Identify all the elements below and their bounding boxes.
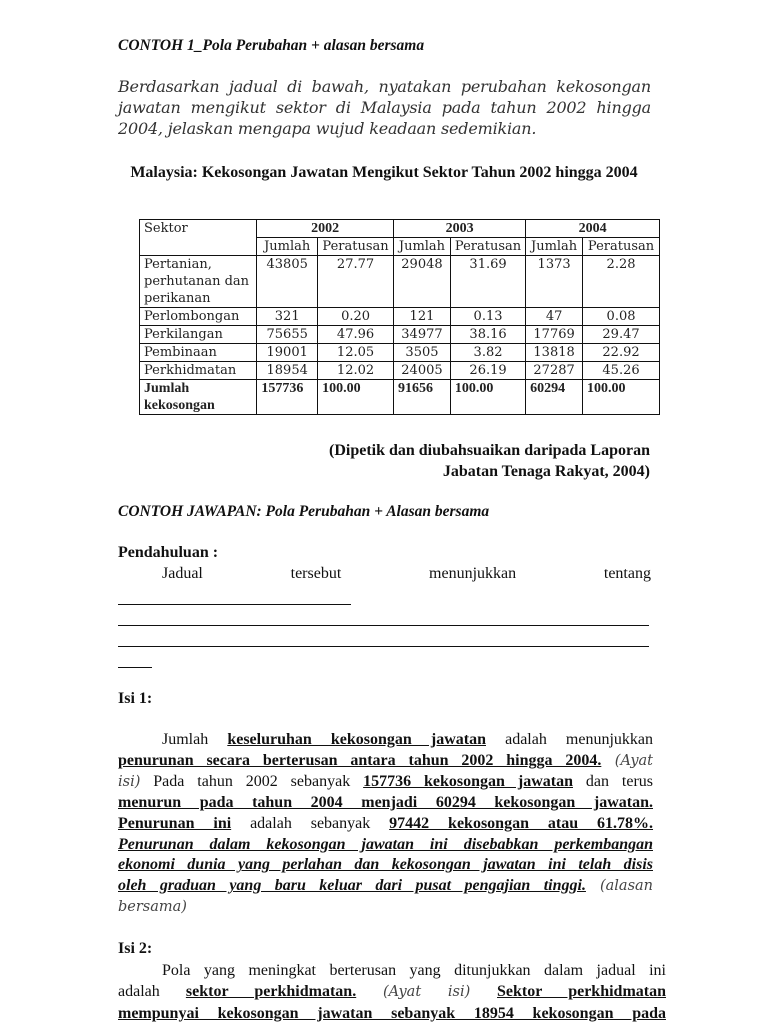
value-cell: 19001: [257, 344, 318, 362]
paragraph-line: [118, 751, 653, 772]
isi1-label: Isi 1:: [118, 690, 153, 707]
value-cell: 121: [394, 308, 451, 326]
sub-header: Peratusan: [583, 238, 660, 256]
table-row: [140, 344, 660, 362]
text-run: Pola yang meningkat berterusan yang ditunjukkan dalam jadual ini: [162, 962, 666, 979]
total-cell: 60294: [526, 380, 583, 415]
value-cell: 1373: [526, 256, 583, 308]
text-run: dan terus: [572, 772, 654, 790]
year-header: 2003: [394, 220, 526, 238]
value-cell: 3.82: [450, 344, 525, 362]
value-cell: 3505: [394, 344, 451, 362]
text-run: oleh graduan yang baru keluar dari pusat pengajian tinggi.: [118, 877, 586, 895]
text-run: adalah: [118, 983, 186, 1000]
value-cell: 12.02: [318, 362, 394, 380]
text-run: adalah menunjukkan: [486, 731, 654, 748]
isi1-paragraph: [118, 730, 653, 918]
table-row: [140, 362, 660, 380]
intro-word: Jadual: [162, 565, 203, 582]
value-cell: 13818: [526, 344, 583, 362]
source-line: (Dipetik dan diubahsuaikan daripada Laporan: [328, 442, 650, 459]
answer-blank-line: [118, 667, 152, 668]
value-cell: 29.47: [583, 326, 660, 344]
text-run: bersama): [118, 899, 187, 916]
question-text: Berdasarkan jadual di bawah, nyatakan perubahan kekosongan jawatan mengikut sektor di Malaysia pada tahun 2002 hingga 2004, jelaskan mengapa wujud keadaan sedemikian.: [118, 77, 651, 138]
table-header-row: [140, 220, 660, 238]
value-cell: 34977: [394, 326, 451, 344]
text-run: sektor perkhidmatan.: [185, 983, 357, 1000]
value-cell: 47.96: [318, 326, 394, 344]
value-cell: 45.26: [583, 362, 660, 380]
value-cell: 321: [257, 308, 318, 326]
intro-word: menunjukkan: [429, 565, 517, 582]
value-cell: 12.05: [318, 344, 394, 362]
text-run: Penurunan dalam kekosongan jawatan ini disebabkan perkembangan: [118, 835, 653, 853]
sector-cell: Perkilangan: [140, 326, 257, 344]
value-cell: 27.77: [318, 256, 394, 308]
answer-blank-line: [118, 604, 351, 605]
table-row: [140, 326, 660, 344]
table-total-row: [140, 380, 660, 415]
answer-blank-line: [118, 646, 649, 647]
table-row: [140, 308, 660, 326]
sub-header: Jumlah: [257, 238, 318, 256]
value-cell: 29048: [394, 256, 451, 308]
text-run: isi): [118, 773, 141, 790]
isi2-paragraph: [118, 960, 666, 1024]
table-row: [140, 256, 660, 308]
intro-word: tersebut: [290, 565, 342, 582]
sub-header: Jumlah: [526, 238, 583, 256]
intro-sentence: [118, 565, 651, 583]
text-run: Jumlah: [162, 731, 228, 748]
sub-header: Jumlah: [394, 238, 451, 256]
example-heading: CONTOH 1_Pola Perubahan + alasan bersama: [118, 37, 425, 54]
value-cell: 22.92: [583, 344, 660, 362]
text-run: 97442 kekosongan atau 61.78%.: [389, 814, 654, 832]
text-run: (alasan: [585, 878, 653, 895]
value-cell: 47: [526, 308, 583, 326]
value-cell: 31.69: [450, 256, 525, 308]
paragraph-line: [118, 730, 653, 751]
answer-heading: CONTOH JAWAPAN: Pola Perubahan + Alasan bersama: [118, 503, 490, 520]
sector-cell: Perlombongan: [140, 308, 257, 326]
text-run: Sektor perkhidmatan: [497, 983, 667, 1000]
value-cell: 0.08: [583, 308, 660, 326]
paragraph-line: [118, 897, 653, 918]
total-cell: 100.00: [583, 380, 660, 415]
value-cell: 0.13: [450, 308, 525, 326]
sector-cell: Perkhidmatan: [140, 362, 257, 380]
text-run: Pada tahun 2002 sebanyak: [140, 772, 364, 790]
text-run: adalah sebanyak: [231, 814, 390, 832]
intro-word: tentang: [603, 565, 651, 582]
text-run: mempunyai kekosongan jawatan sebanyak 18954 kekosongan pada: [118, 1005, 666, 1022]
paragraph-line: [118, 772, 653, 793]
text-run: (Ayat: [601, 752, 653, 769]
value-cell: 38.16: [450, 326, 525, 344]
value-cell: 43805: [257, 256, 318, 308]
total-cell: 100.00: [450, 380, 525, 415]
value-cell: 24005: [394, 362, 451, 380]
sub-header: Peratusan: [450, 238, 525, 256]
value-cell: 26.19: [450, 362, 525, 380]
value-cell: 27287: [526, 362, 583, 380]
value-cell: 18954: [257, 362, 318, 380]
table-title: Malaysia: Kekosongan Jawatan Mengikut Sektor Tahun 2002 hingga 2004: [130, 164, 638, 181]
text-run: keseluruhan kekosongan jawatan: [227, 731, 486, 748]
text-run: (Ayat isi): [356, 984, 498, 1000]
year-header: 2004: [526, 220, 660, 238]
sub-header: Peratusan: [318, 238, 394, 256]
value-cell: 2.28: [583, 256, 660, 308]
intro-label: Pendahuluan :: [118, 544, 219, 561]
source-citation: [329, 440, 650, 482]
text-run: menurun pada tahun 2004 menjadi 60294 kekosongan jawatan.: [118, 793, 653, 811]
text-run: 157736 kekosongan jawatan: [363, 772, 573, 790]
value-cell: 17769: [526, 326, 583, 344]
value-cell: 0.20: [318, 308, 394, 326]
text-run: penurunan secara berterusan antara tahun 2002 hingga 2004.: [118, 751, 602, 769]
paragraph-line: [118, 960, 666, 981]
text-run: ekonomi dunia yang perlahan dan kekosongan jawatan ini telah disis: [118, 856, 653, 874]
sector-cell: Pembinaan: [140, 344, 257, 362]
total-cell: 91656: [394, 380, 451, 415]
paragraph-line: [118, 981, 666, 1003]
paragraph-line: [118, 814, 653, 835]
answer-blank-line: [118, 625, 649, 626]
paragraph-line: [118, 793, 653, 814]
paragraph-line: [118, 1003, 666, 1024]
paragraph-line: [118, 855, 653, 876]
vacancy-table: [139, 219, 660, 415]
total-cell: 157736: [257, 380, 318, 415]
sector-cell: Pertanian, perhutanan dan perikanan: [140, 256, 257, 308]
sector-header: Sektor: [140, 220, 257, 256]
paragraph-line: [118, 876, 653, 897]
value-cell: 75655: [257, 326, 318, 344]
isi2-label: Isi 2:: [118, 940, 153, 957]
total-label: Jumlah kekosongan: [140, 380, 257, 415]
text-run: Penurunan ini: [118, 814, 232, 832]
source-line: Jabatan Tenaga Rakyat, 2004): [442, 463, 650, 480]
paragraph-line: [118, 835, 653, 856]
year-header: 2002: [257, 220, 394, 238]
total-cell: 100.00: [318, 380, 394, 415]
